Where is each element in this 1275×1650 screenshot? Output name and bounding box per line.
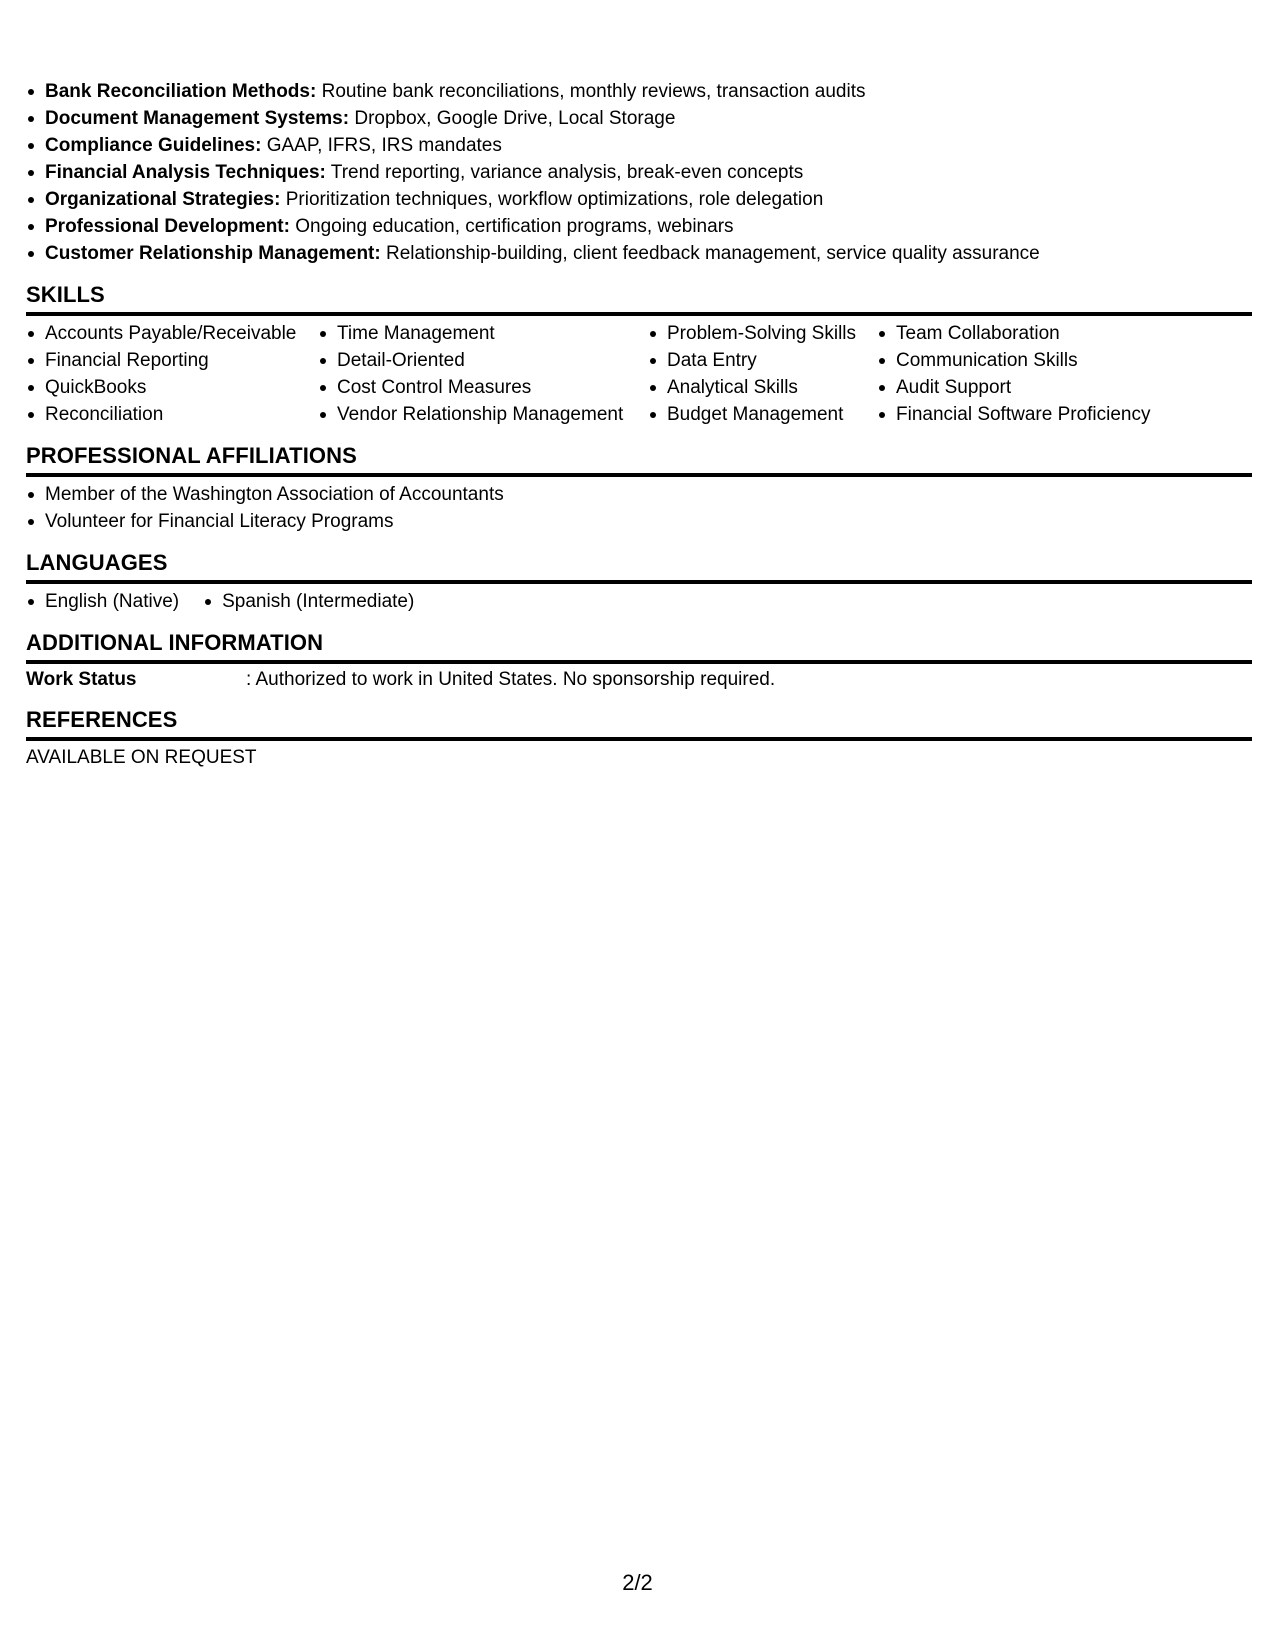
item-term: Compliance Guidelines: (45, 135, 262, 156)
item-text: GAAP, IFRS, IRS mandates (261, 135, 502, 156)
item-term: Professional Development: (45, 216, 290, 237)
item-text: Trend reporting, variance analysis, break-even concepts (325, 162, 804, 183)
skill-item: Data Entry (648, 347, 877, 374)
work-status-row (26, 668, 1252, 692)
work-status-label: Work Status (26, 669, 137, 690)
section-title-skills: SKILLS (26, 281, 1252, 316)
affiliation-item: Volunteer for Financial Literacy Programs (26, 508, 1252, 535)
skill-item: Reconciliation (26, 401, 318, 428)
skill-item: Accounts Payable/Receivable (26, 320, 318, 347)
affiliations-list (26, 481, 1252, 535)
skill-item: QuickBooks (26, 374, 318, 401)
skill-item: Financial Reporting (26, 347, 318, 374)
skills-column (26, 320, 318, 428)
references-text: AVAILABLE ON REQUEST (26, 747, 257, 768)
skill-item: Financial Software Proficiency (877, 401, 1237, 428)
affiliation-item: Member of the Washington Association of Accountants (26, 481, 1252, 508)
item-text: Ongoing education, certification programs, webinars (289, 216, 734, 237)
skill-item: Communication Skills (877, 347, 1237, 374)
list-item (26, 186, 1252, 213)
list-item (26, 132, 1252, 159)
resume-page (26, 78, 1252, 771)
language-item: English (Native) (26, 588, 179, 615)
item-text: Routine bank reconciliations, monthly reviews, transaction audits (316, 81, 866, 102)
language-list (203, 588, 414, 615)
skills-column (648, 320, 877, 428)
work-status-value: : Authorized to work in United States. No sponsorship required. (246, 669, 776, 690)
item-term: Document Management Systems: (45, 108, 350, 129)
skills-section (26, 281, 1252, 428)
skill-item: Vendor Relationship Management (318, 401, 648, 428)
section-title-references: REFERENCES (26, 706, 1252, 741)
references-section (26, 706, 1252, 771)
item-term: Customer Relationship Management: (45, 243, 381, 264)
skills-column (877, 320, 1237, 428)
item-term: Bank Reconciliation Methods: (45, 81, 317, 102)
list-item (26, 105, 1252, 132)
skill-item: Problem-Solving Skills (648, 320, 877, 347)
skill-item: Cost Control Measures (318, 374, 648, 401)
skill-item: Detail-Oriented (318, 347, 648, 374)
skill-item: Analytical Skills (648, 374, 877, 401)
skills-column (318, 320, 648, 428)
additional-info-section (26, 629, 1252, 692)
page-number: 2/2 (622, 1570, 653, 1595)
item-text: Dropbox, Google Drive, Local Storage (349, 108, 676, 129)
list-item (26, 240, 1252, 267)
item-text: Relationship-building, client feedback management, service quality assurance (380, 243, 1040, 264)
skill-item: Time Management (318, 320, 648, 347)
affiliations-section (26, 442, 1252, 535)
skill-item: Budget Management (648, 401, 877, 428)
item-term: Organizational Strategies: (45, 189, 281, 210)
section-title-additional: ADDITIONAL INFORMATION (26, 629, 1252, 664)
language-item: Spanish (Intermediate) (203, 588, 414, 615)
list-item (26, 213, 1252, 240)
list-item (26, 159, 1252, 186)
list-item (26, 78, 1252, 105)
skill-item: Team Collaboration (877, 320, 1237, 347)
item-term: Financial Analysis Techniques: (45, 162, 326, 183)
language-list (26, 588, 179, 615)
languages-row (26, 588, 1252, 615)
item-text: Prioritization techniques, workflow optimizations, role delegation (280, 189, 824, 210)
languages-section (26, 549, 1252, 615)
section-title-languages: LANGUAGES (26, 549, 1252, 584)
skill-item: Audit Support (877, 374, 1237, 401)
section-title-affiliations: PROFESSIONAL AFFILIATIONS (26, 442, 1252, 477)
knowledge-list (26, 78, 1252, 267)
skills-grid (26, 320, 1252, 428)
